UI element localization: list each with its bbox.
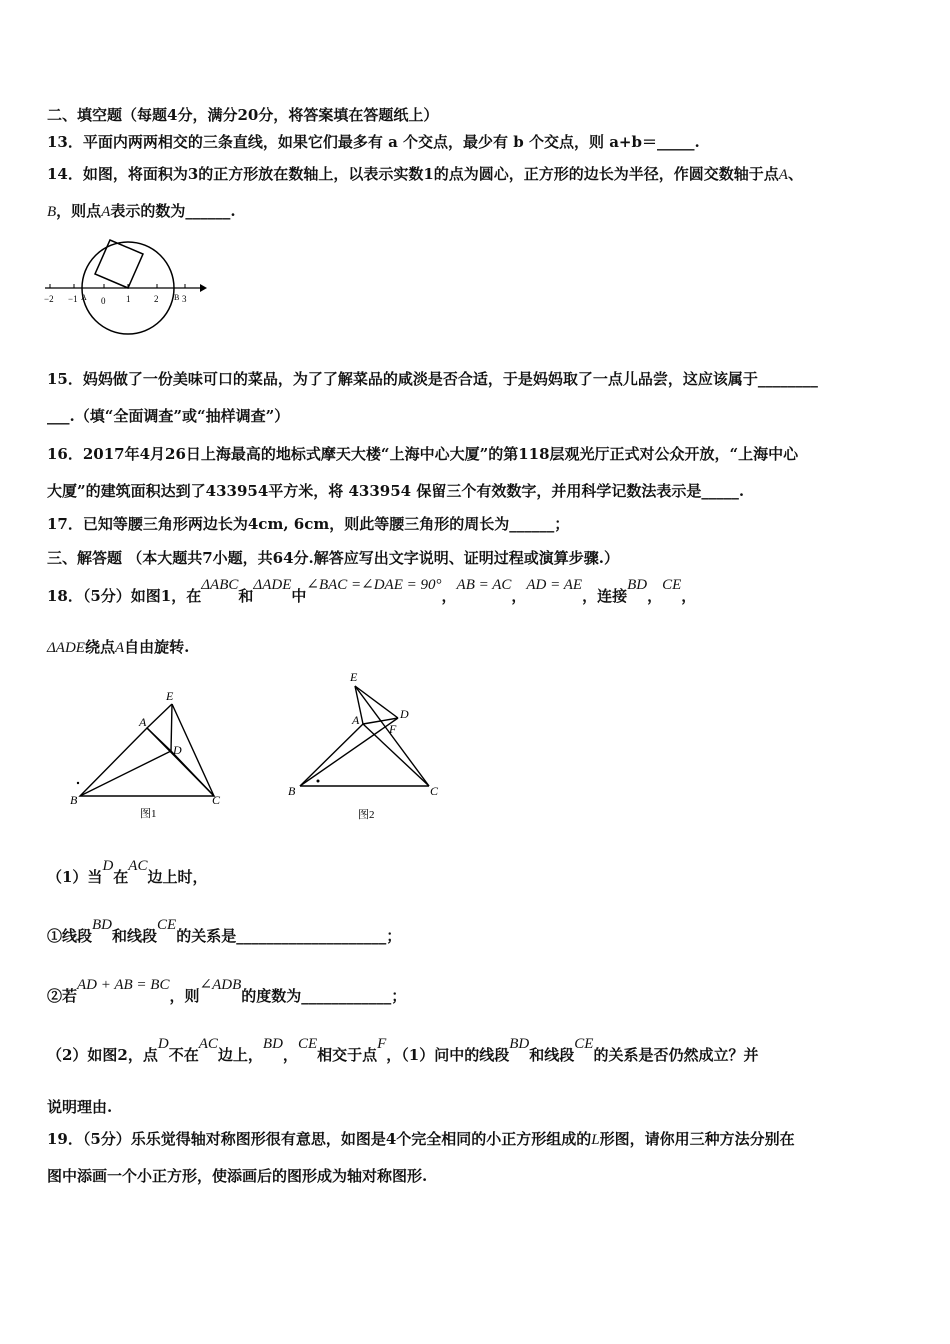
fig2-dot: [317, 780, 320, 783]
label-a: A: [81, 293, 87, 302]
q18-rotate: 自由旋转.: [124, 638, 190, 656]
q18-c1-bd: BD: [92, 917, 113, 933]
fig1-line-ae: [147, 704, 172, 728]
square: [95, 240, 143, 288]
q18-p2-d: D: [157, 1036, 169, 1052]
q18-p2-not-on: 不在: [168, 1046, 199, 1064]
fig1-label-b: B: [70, 793, 78, 807]
q18-ce: CE: [662, 577, 682, 593]
q18-p2-intersect: 相交于点: [317, 1046, 378, 1064]
q18-p2-ce-2: CE: [574, 1036, 594, 1052]
q18-p2-suffix: 的关系是否仍然成立？并: [593, 1046, 759, 1064]
q18-c2-prefix: ②若: [47, 987, 78, 1005]
label-b: B: [174, 293, 180, 302]
question-14-line1: [47, 163, 803, 184]
fig2-line-bd: [300, 718, 398, 786]
section2-heading: 二、填空题（每题4分，满分20分，将答案填在答题纸上）: [47, 106, 439, 124]
q14-point-b: B: [47, 204, 57, 220]
q19-l: L: [591, 1132, 600, 1148]
q18-p1-suffix: 边上时，: [147, 868, 208, 886]
q14-text: 14．如图，将面积为3的正方形放在数轴上，以表示实数1的点为圆心，正方形的边长为半径，作圆交数轴于点: [47, 165, 779, 183]
q14-point-a-2: A: [101, 204, 111, 220]
q19-prefix: 19．（5分）乐乐觉得轴对称图形很有意思，如图是4个完全相同的小正方形组成的: [47, 1130, 592, 1148]
fig1-label-a: A: [139, 715, 147, 729]
fig2-caption: 图2: [358, 809, 375, 821]
q18-p2-bd-2: BD: [509, 1036, 530, 1052]
q18-comma: ，: [441, 587, 457, 605]
q18-p2-ce: CE: [297, 1036, 318, 1052]
q18-comma: ，: [511, 587, 527, 605]
q18-and: 和: [238, 587, 254, 605]
fig2-line-ce: [355, 686, 429, 786]
q18-figure-1: [62, 683, 237, 823]
q18-c2-then: ，则: [169, 987, 200, 1005]
q14-rest: ，则点: [56, 202, 102, 220]
label-neg2: −2: [44, 294, 54, 304]
q18-part2-line2: 说明理由.: [47, 1098, 113, 1116]
fig1-label-e: E: [166, 689, 174, 703]
q18-p1-d: D: [102, 858, 114, 874]
label-neg1: −1: [68, 294, 78, 304]
q18-around-point: 绕点: [84, 638, 115, 656]
q18-ad-ae: AD = AE: [526, 577, 583, 593]
fig2-label-d: D: [400, 707, 409, 721]
fig1-label-c: C: [212, 793, 221, 807]
q18-comma: ，: [681, 587, 697, 605]
question-19-line1: [47, 1128, 795, 1149]
q18-p1-prefix: （1）当: [47, 868, 103, 886]
q14-sep: 、: [787, 165, 803, 183]
fig2-label-e: E: [350, 670, 358, 684]
q18-sub1: [47, 917, 402, 946]
question-13: 13．平面内两两相交的三条直线，如果它们最多有 a 个交点，最少有 b 个交点，则 a+b＝_____.: [47, 133, 700, 151]
q14-number-line-figure: [40, 228, 215, 340]
q18-p2-f: F: [377, 1036, 387, 1052]
q18-triangle-abc: ΔABC: [201, 577, 239, 593]
question-17: 17．已知等腰三角形两边长为4cm, 6cm，则此等腰三角形的周长为______；: [47, 515, 570, 533]
q18-p2-prefix: （2）如图2，点: [47, 1046, 158, 1064]
q18-p2-bd: BD: [262, 1036, 283, 1052]
fig2-line-ba: [300, 724, 363, 786]
label-0: 0: [101, 296, 106, 306]
q18-p2-ac: AC: [198, 1036, 218, 1052]
q14-point-a: A: [778, 167, 788, 183]
q18-c1-suffix: 的关系是____________________；: [176, 927, 402, 945]
q19-suffix: 形图，请你用三种方法分别在: [599, 1130, 795, 1148]
question-16-line1: 16．2017年4月26日上海最高的地标式摩天大楼“上海中心大厦”的第118层观光厅正式对公众开放，“上海中心: [47, 445, 799, 463]
fig1-line-bd: [80, 751, 171, 796]
fig1-line-dc: [171, 751, 214, 796]
fig1-line-ad: [147, 728, 171, 751]
question-15-line1: 15．妈妈做了一份美味可口的菜品，为了了解菜品的咸淡是否合适，于是妈妈取了一点儿品尝，这应该属于________: [47, 370, 818, 388]
question-18-line1: [47, 577, 697, 606]
q18-part1: [47, 858, 208, 887]
fig2-line-ed: [355, 686, 398, 718]
label-1: 1: [126, 294, 131, 304]
q18-p1-ac: AC: [128, 858, 148, 874]
q18-in: 中: [291, 587, 307, 605]
fig1-caption: 图1: [140, 808, 157, 820]
fig1-label-d: D: [173, 743, 182, 757]
q18-c1-prefix: ①线段: [47, 927, 93, 945]
fig1-dot: [77, 782, 79, 784]
q18-c1-ce: CE: [157, 917, 177, 933]
label-2: 2: [154, 294, 159, 304]
q18-comma: ，: [647, 587, 663, 605]
q18-p2-side: 边上，: [217, 1046, 263, 1064]
fig2-label-a: A: [352, 713, 360, 727]
q18-figure-2: [280, 666, 455, 824]
q18-bd: BD: [627, 577, 648, 593]
q18-triangle-ade-2: ΔADE: [47, 640, 85, 656]
q18-prefix: 18．（5分）如图1，在: [47, 587, 202, 605]
question-14-line2: [47, 200, 236, 221]
question-19-line2: 图中添画一个小正方形，使添画后的图形成为轴对称图形.: [47, 1167, 428, 1185]
label-3: 3: [182, 294, 187, 304]
q18-part2: [47, 1036, 759, 1065]
q18-triangle-ade: ΔADE: [253, 577, 292, 593]
question-15-line2: ___.（填“全面调查”或“抽样调查”）: [47, 407, 290, 425]
fig2-label-b: B: [288, 784, 296, 798]
q18-sub2: [47, 977, 407, 1006]
q18-connect: ，连接: [582, 587, 628, 605]
q18-c1-and: 和线段: [112, 927, 158, 945]
fig2-label-c: C: [430, 784, 439, 798]
fig1-line-ed: [171, 704, 172, 751]
section3-heading: 三、解答题 （本大题共7小题，共64分.解答应写出文字说明、证明过程或演算步骤.）: [47, 549, 619, 567]
q18-angle-equation: ∠BAC =∠DAE = 90°: [306, 577, 442, 593]
q18-p2-comma: ，: [282, 1046, 298, 1064]
fig2-label-f: F: [389, 722, 397, 736]
q18-p1-on: 在: [113, 868, 129, 886]
question-18-line2: [47, 636, 189, 657]
q18-c2-suffix: 的度数为____________；: [241, 987, 407, 1005]
q18-point-a: A: [114, 640, 125, 656]
number-line-arrow: [200, 284, 207, 292]
q18-c2-equation: AD + AB = BC: [77, 977, 170, 993]
q18-c2-angle: ∠ADB: [199, 977, 242, 993]
q18-p2-ref: ，（1）问中的线段: [386, 1046, 510, 1064]
q14-end: 表示的数为______.: [110, 202, 236, 220]
q18-p2-and: 和线段: [529, 1046, 575, 1064]
question-16-line2: 大厦”的建筑面积达到了433954平方米，将 433954 保留三个有效数字，并用科学记数法表示是_____.: [47, 482, 745, 500]
q18-ab-ac: AB = AC: [456, 577, 512, 593]
